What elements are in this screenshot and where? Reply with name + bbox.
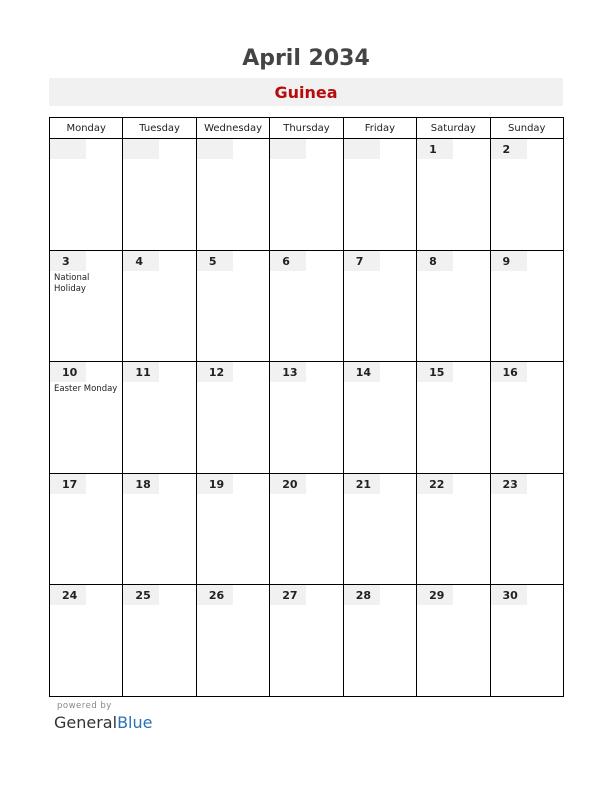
weekday-header: Saturday [417,118,490,139]
day-number: 22 [417,474,453,494]
day-cell[interactable] [270,139,343,251]
brand-name-part1: General [54,713,118,732]
day-number: 12 [197,362,233,382]
day-cell[interactable] [123,139,196,251]
day-cell[interactable] [196,250,269,362]
day-cell[interactable] [270,473,343,585]
brand-logo[interactable] [54,713,152,732]
day-number: 27 [270,585,306,605]
weekday-header: Friday [343,118,416,139]
day-number: 20 [270,474,306,494]
day-number: 8 [417,251,453,271]
day-number: 30 [491,585,527,605]
day-number: 16 [491,362,527,382]
calendar-grid [49,117,564,697]
day-cell[interactable] [196,362,269,474]
day-cell[interactable] [50,362,123,474]
weekday-header-row [50,118,564,139]
day-number: 18 [123,474,159,494]
week-row [50,362,564,474]
day-number: 24 [50,585,86,605]
day-cell[interactable] [343,473,416,585]
day-cell[interactable] [417,585,490,697]
day-number: 25 [123,585,159,605]
week-row [50,585,564,697]
day-cell[interactable] [196,139,269,251]
day-cell[interactable] [490,473,563,585]
day-number [50,139,86,159]
powered-by-label: powered by [57,701,112,711]
day-number: 5 [197,251,233,271]
day-number [197,139,233,159]
day-number: 26 [197,585,233,605]
day-number: 10 [50,362,86,382]
week-row [50,473,564,585]
day-cell[interactable] [50,250,123,362]
day-cell[interactable] [343,139,416,251]
day-cell[interactable] [490,585,563,697]
day-cell[interactable] [490,250,563,362]
day-number: 3 [50,251,86,271]
day-cell[interactable] [417,250,490,362]
day-cell[interactable] [270,585,343,697]
weekday-header: Monday [50,118,123,139]
weekday-header: Wednesday [196,118,269,139]
week-row [50,250,564,362]
day-cell[interactable] [417,362,490,474]
day-number: 11 [123,362,159,382]
day-number: 21 [344,474,380,494]
week-row [50,139,564,251]
weekday-header: Thursday [270,118,343,139]
day-number [270,139,306,159]
day-number [123,139,159,159]
day-cell[interactable] [196,473,269,585]
country-title: Guinea [49,78,563,106]
weekday-header: Tuesday [123,118,196,139]
day-number: 29 [417,585,453,605]
day-cell[interactable] [417,473,490,585]
brand-name-part2: Blue [117,713,153,732]
day-cell[interactable] [490,362,563,474]
day-number: 28 [344,585,380,605]
day-cell[interactable] [490,139,563,251]
day-cell[interactable] [50,473,123,585]
day-number: 23 [491,474,527,494]
day-cell[interactable] [50,139,123,251]
day-cell[interactable] [270,250,343,362]
day-cell[interactable] [343,250,416,362]
day-number: 2 [491,139,527,159]
day-number: 6 [270,251,306,271]
holiday-label: Easter Monday [54,384,118,395]
day-number: 9 [491,251,527,271]
day-number: 7 [344,251,380,271]
day-number [344,139,380,159]
day-number: 15 [417,362,453,382]
day-cell[interactable] [123,585,196,697]
page-title: April 2034 [242,46,370,71]
day-cell[interactable] [123,473,196,585]
day-cell[interactable] [123,250,196,362]
day-cell[interactable] [343,585,416,697]
day-number: 4 [123,251,159,271]
day-number: 13 [270,362,306,382]
day-cell[interactable] [270,362,343,474]
day-cell[interactable] [417,139,490,251]
day-cell[interactable] [343,362,416,474]
weekday-header: Sunday [490,118,563,139]
day-number: 17 [50,474,86,494]
day-cell[interactable] [123,362,196,474]
holiday-label: National Holiday [54,272,90,294]
day-cell[interactable] [50,585,123,697]
day-cell[interactable] [196,585,269,697]
day-number: 14 [344,362,380,382]
day-number: 19 [197,474,233,494]
day-number: 1 [417,139,453,159]
